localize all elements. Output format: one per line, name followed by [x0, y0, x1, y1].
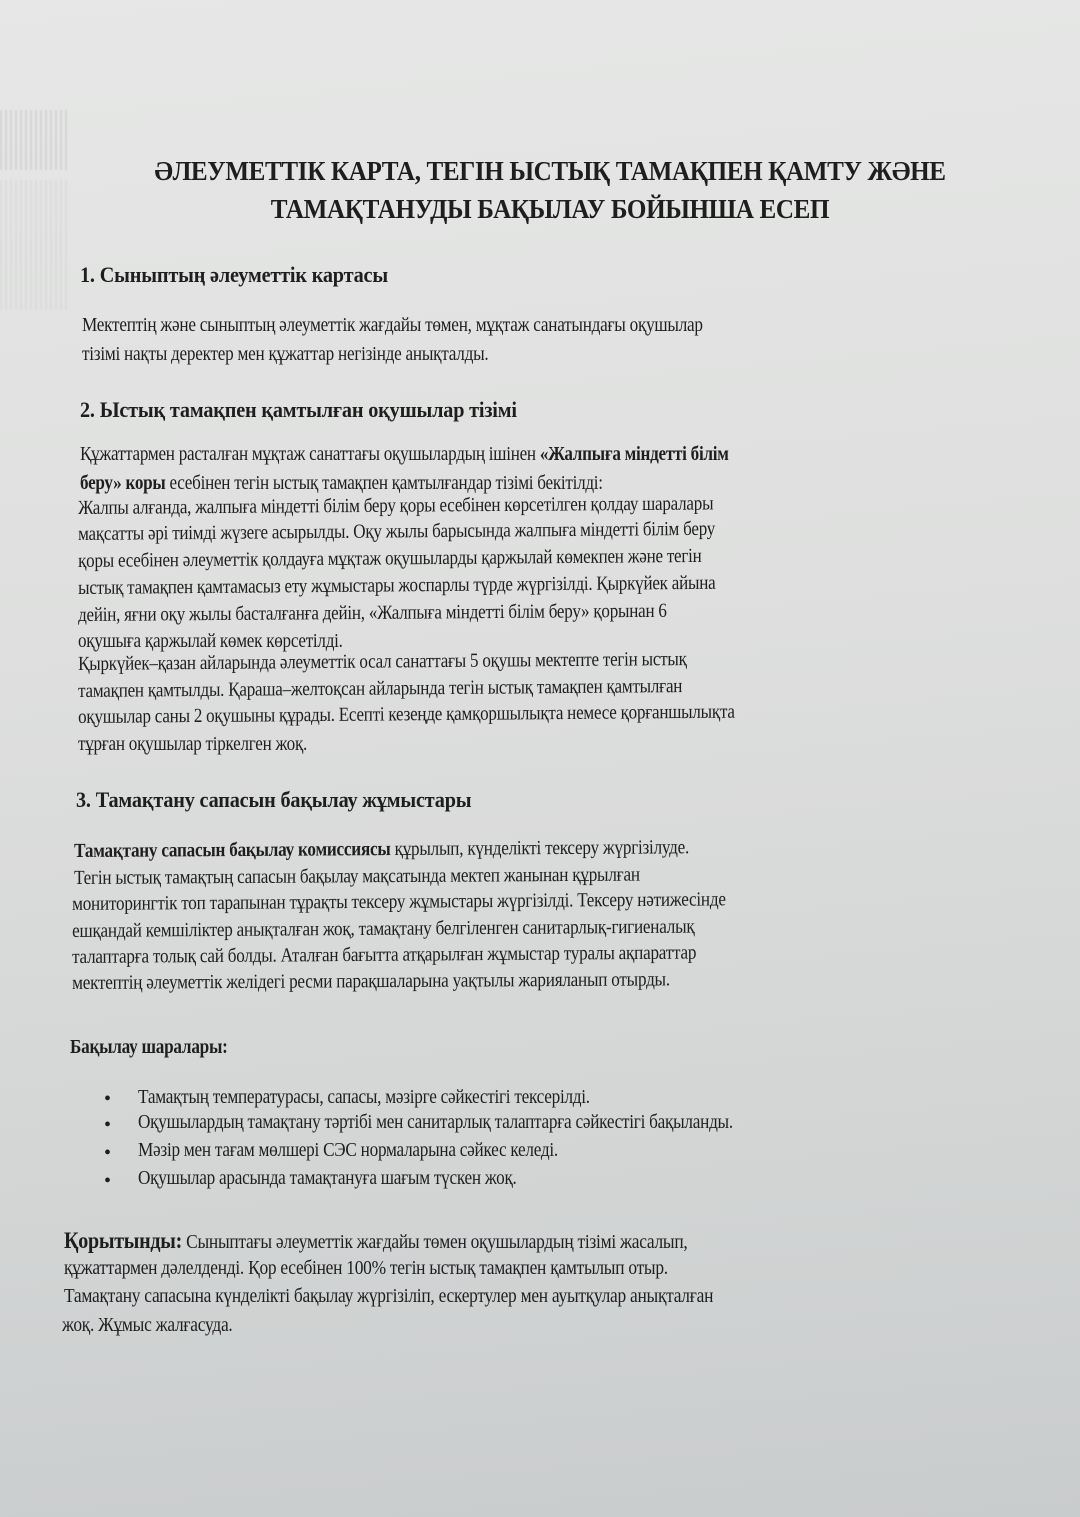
- bullet-icon: •: [104, 1142, 112, 1164]
- conclusion-line: жоқ. Жұмыс жалғасуда.: [62, 1314, 233, 1336]
- measure-text: Тамақтың температурасы, сапасы, мәзірге сәйкестігі тексерілді.: [138, 1086, 590, 1108]
- bullet-icon: •: [104, 1088, 112, 1110]
- section-2-line: ыстық тамақпен қамтамасыз ету жұмыстары жоспарлы түрде жүргізілді. Қыркүйек айына: [78, 571, 716, 599]
- conclusion-line: Тамақтану сапасына күнделікті бақылау жүргізіліп, ескертулер мен ауытқулар анықталған: [64, 1285, 714, 1307]
- section-2-line: тұрған оқушылар тіркелген жоқ.: [78, 733, 308, 755]
- title-line-2: ТАМАҚТАНУДЫ БАҚЫЛАУ БОЙЫНША ЕСЕП: [270, 194, 830, 224]
- section-2-line: дейін, яғни оқу жылы басталғанға дейін, «Жалпыға міндетті білім беру» қорынан 6: [78, 599, 667, 626]
- section-2-line: Жалпы алғанда, жалпыға міндетті білім беру қоры есебінен көрсетілген қолдау шаралары: [78, 492, 714, 519]
- section-3-text: құрылып, күнделікті тексеру жүргізілуде.: [390, 836, 690, 861]
- measure-text: Оқушылардың тамақтану тәртібі мен санитарлық талаптарға сәйкестігі бақыланды.: [138, 1111, 733, 1133]
- document-title: [113, 152, 987, 228]
- conclusion-line: [64, 1228, 688, 1254]
- title-line-1: ӘЛЕУМЕТТІК КАРТА, ТЕГІН ЫСТЫҚ ТАМАҚПЕН ҚАМТУ ЖӘНЕ: [154, 156, 946, 186]
- measure-text: Оқушылар арасында тамақтануға шағым түскен жоқ.: [138, 1167, 517, 1189]
- section-2-line: қоры есебінен әлеуметтік қолдауға мұқтаж оқушыларды қаржылай көмекпен және тегін: [78, 544, 702, 572]
- section-1-heading: 1. Сыныптың әлеуметтік картасы: [80, 262, 388, 287]
- conclusion-text: Сыныптағы әлеуметтік жағдайы төмен оқушылардың тізімі жасалып,: [182, 1231, 688, 1253]
- fund-name-bold: беру» коры: [80, 472, 166, 494]
- section-3-heading: 3. Тамақтану сапасын бақылау жұмыстары: [76, 787, 472, 812]
- section-3-line: талаптарға толық сай болды. Аталған бағытта атқарылған жұмыстар туралы ақпараттар: [72, 941, 697, 968]
- conclusion-line: құжаттармен дәлелденді. Қор есебінен 100% тегін ыстық тамақпен қамтылып отыр.: [64, 1257, 668, 1279]
- section-2-line: мақсатты әрі тиімді жүзеге асырылды. Оқу жылы барысында жалпыға міндетті білім беру: [78, 517, 716, 545]
- section-2-line: оқушыға қаржылай көмек көрсетілді.: [78, 630, 343, 652]
- section-2-line: оқушылар саны 2 оқушыны құрады. Есепті кезеңде қамқоршылықта немесе қорғаншылықта: [78, 700, 735, 728]
- measures-heading: Бақылау шаралары:: [70, 1036, 228, 1058]
- section-1-line: тізімі нақты деректер мен құжаттар негізінде анықталды.: [82, 343, 489, 365]
- measure-text: Мәзір мен тағам мөлшері СЭС нормаларына сәйкес келеді.: [138, 1139, 558, 1161]
- section-3-line: [74, 836, 689, 863]
- section-3-line: мониторингтік топ тарапынан тұрақты тексеру жұмыстары жүргізілді. Тексеру нәтижесінде: [72, 888, 726, 915]
- bullet-icon: •: [104, 1114, 112, 1136]
- section-2-line: [80, 472, 603, 495]
- section-2-line: тамақпен қамтылды. Қараша–желтоқсан айларында тегін ыстық тамақпен қамтылған: [78, 675, 683, 702]
- section-2-text: Құжаттармен расталған мұқтаж санаттағы оқушылардың ішінен: [80, 443, 540, 465]
- conclusion-label: Қорытынды:: [64, 1228, 183, 1253]
- section-2-line: Қыркүйек–қазан айларында әлеуметтік осал санаттағы 5 оқушы мектепте тегін ыстық: [78, 648, 687, 675]
- section-2-text: есебінен тегін ыстық тамақпен қамтылғандар тізімі бекітілді:: [165, 472, 603, 494]
- section-1-line: Мектептің және сыныптың әлеуметтік жағдайы төмен, мұқтаж санатындағы оқушылар: [82, 314, 703, 336]
- section-2-heading: 2. Ыстық тамақпен қамтылған оқушылар тізімі: [80, 397, 517, 422]
- section-3-line: ешқандай кемшіліктер анықталған жоқ, тамақтану белгіленген санитарлық-гигиеналық: [72, 915, 695, 942]
- section-2-line: [80, 443, 729, 466]
- fund-name-bold: «Жалпыға міндетті білім: [539, 443, 729, 465]
- section-3-line: Тегін ыстық тамақтың сапасын бақылау мақсатында мектеп жанынан құрылған: [74, 863, 640, 889]
- bullet-icon: •: [104, 1170, 112, 1192]
- commission-name-bold: Тамақтану сапасын бақылау комиссиясы: [74, 838, 391, 862]
- section-3-line: мектептің әлеуметтік желідегі ресми парақшаларына уақтылы жарияланып отырды.: [72, 968, 670, 994]
